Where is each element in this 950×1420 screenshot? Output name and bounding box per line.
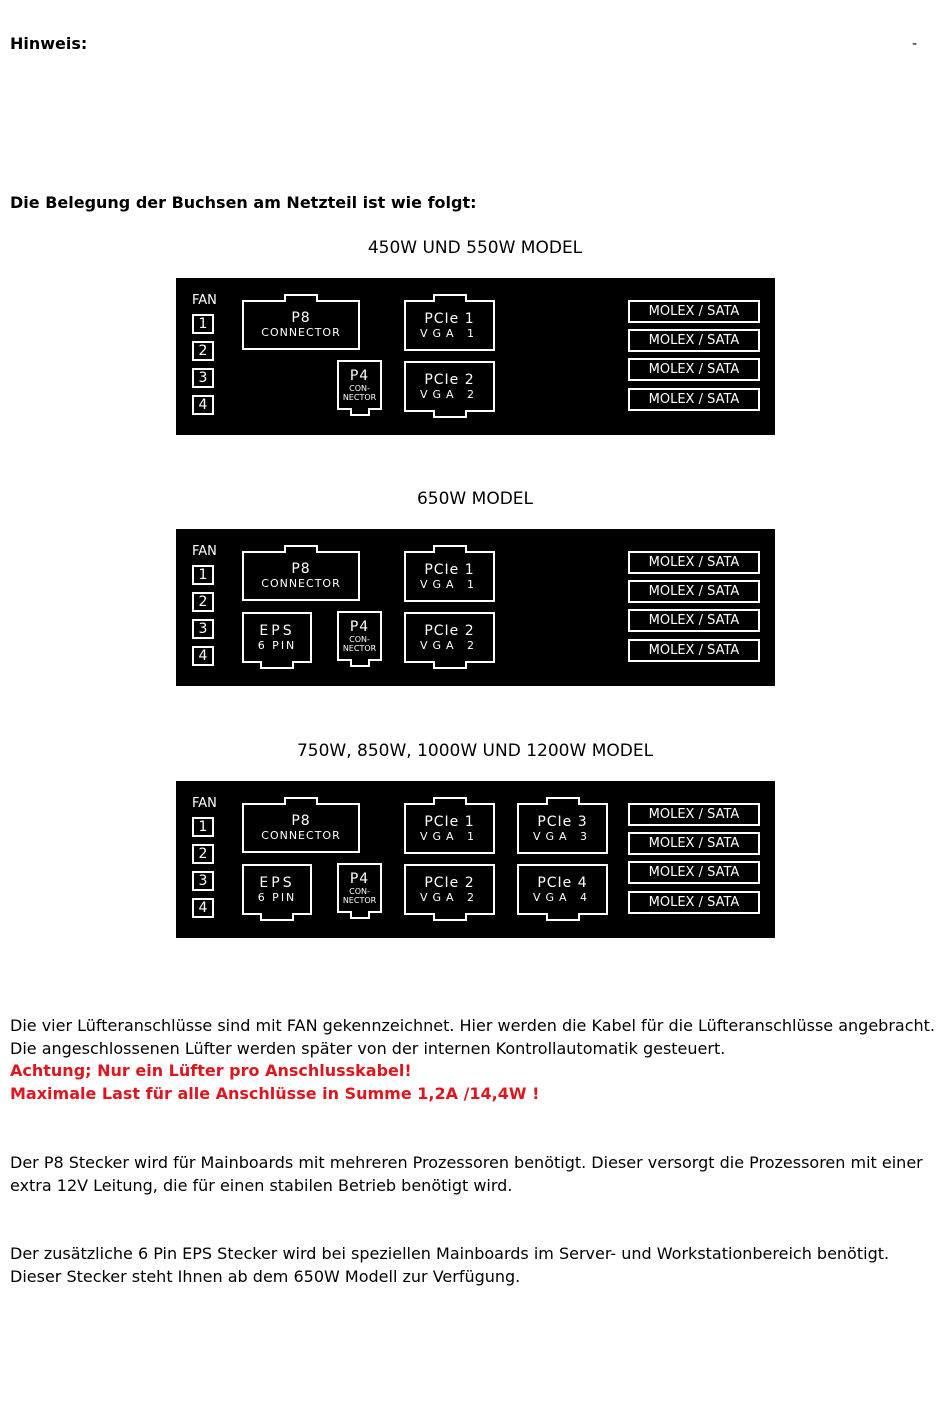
warning-max-load: Maximale Last für alle Anschlüsse in Summe 1,2A /14,4W ! [10,1084,540,1103]
fan-port-2: 2 [192,844,214,864]
pcie-1-connector: PCIe 1 VGA 1 [404,803,495,854]
p4-connector: P4 CON- NECTOR [337,863,382,913]
molex-sata-port-1: MOLEX / SATA [628,551,760,574]
p8-connector: P8 CONNECTOR [242,551,360,601]
hinweis-dash: - [912,36,918,52]
fan-port-1: 1 [192,817,214,837]
p8-connector: P8 CONNECTOR [242,803,360,853]
molex-sata-port-3: MOLEX / SATA [628,609,760,632]
pcie-2-connector: PCIe 2 VGA 2 [404,612,495,663]
molex-sata-port-4: MOLEX / SATA [628,891,760,914]
fan-port-3: 3 [192,871,214,891]
p4-connector: P4 CON- NECTOR [337,611,382,661]
pcie-3-connector: PCIe 3 VGA 3 [517,803,608,854]
pcie-1-connector: PCIe 1 VGA 1 [404,551,495,602]
fan-port-3: 3 [192,368,214,388]
pcie-2-connector: PCIe 2 VGA 2 [404,864,495,915]
pcie-4-connector: PCIe 4 VGA 4 [517,864,608,915]
fan-paragraph-1: Die vier Lüfteranschlüsse sind mit FAN gekennzeichnet. Hier werden die Kabel für die Lüfteranschlüsse angebracht. [10,1016,935,1035]
model-title-450-550: 450W UND 550W MODEL [367,238,583,258]
fan-label: FAN [192,544,217,559]
fan-port-2: 2 [192,341,214,361]
molex-sata-port-3: MOLEX / SATA [628,358,760,381]
psu-panel-750-1200 [176,781,775,938]
fan-label: FAN [192,796,217,811]
pcie-2-connector: PCIe 2 VGA 2 [404,361,495,412]
molex-sata-port-1: MOLEX / SATA [628,803,760,826]
molex-sata-port-1: MOLEX / SATA [628,300,760,323]
fan-port-3: 3 [192,619,214,639]
belegung-heading: Die Belegung der Buchsen am Netzteil ist wie folgt: [10,193,477,212]
molex-sata-port-2: MOLEX / SATA [628,832,760,855]
molex-sata-port-3: MOLEX / SATA [628,861,760,884]
eps-6pin-connector: EPS 6 PIN [242,612,312,663]
eps-paragraph: Der zusätzliche 6 Pin EPS Stecker wird bei speziellen Mainboards im Server- und Workstationbereich benötigt. Dieser Stecker steht Ihnen ab dem 650W Modell zur Verfügung. [10,1244,890,1286]
p8-paragraph: Der P8 Stecker wird für Mainboards mit mehreren Prozessoren benötigt. Dieser versorgt die Prozessoren mit einer extra 12V Leitung, die für einen stabilen Betrieb benötigt wird. [10,1153,923,1195]
model-title-650: 650W MODEL [416,489,533,509]
fan-port-2: 2 [192,592,214,612]
hinweis-label: Hinweis: [10,34,88,53]
fan-paragraph-2: Die angeschlossenen Lüfter werden später von der internen Kontrollautomatik gesteuert. [10,1039,726,1058]
psu-panel-450-550 [176,278,775,435]
p4-connector: P4 CON- NECTOR [337,360,382,410]
p8-connector: P8 CONNECTOR [242,300,360,350]
eps-6pin-connector: EPS 6 PIN [242,864,312,915]
molex-sata-port-2: MOLEX / SATA [628,329,760,352]
fan-port-1: 1 [192,565,214,585]
molex-sata-port-4: MOLEX / SATA [628,388,760,411]
pcie-1-connector: PCIe 1 VGA 1 [404,300,495,351]
molex-sata-port-2: MOLEX / SATA [628,580,760,603]
fan-port-4: 4 [192,395,214,415]
fan-port-4: 4 [192,898,214,918]
fan-label: FAN [192,293,217,308]
fan-port-4: 4 [192,646,214,666]
model-title-750-1200: 750W, 850W, 1000W UND 1200W MODEL [296,741,654,761]
psu-panel-650 [176,529,775,686]
molex-sata-port-4: MOLEX / SATA [628,639,760,662]
warning-one-fan: Achtung; Nur ein Lüfter pro Anschlusskabel! [10,1061,412,1080]
fan-port-1: 1 [192,314,214,334]
